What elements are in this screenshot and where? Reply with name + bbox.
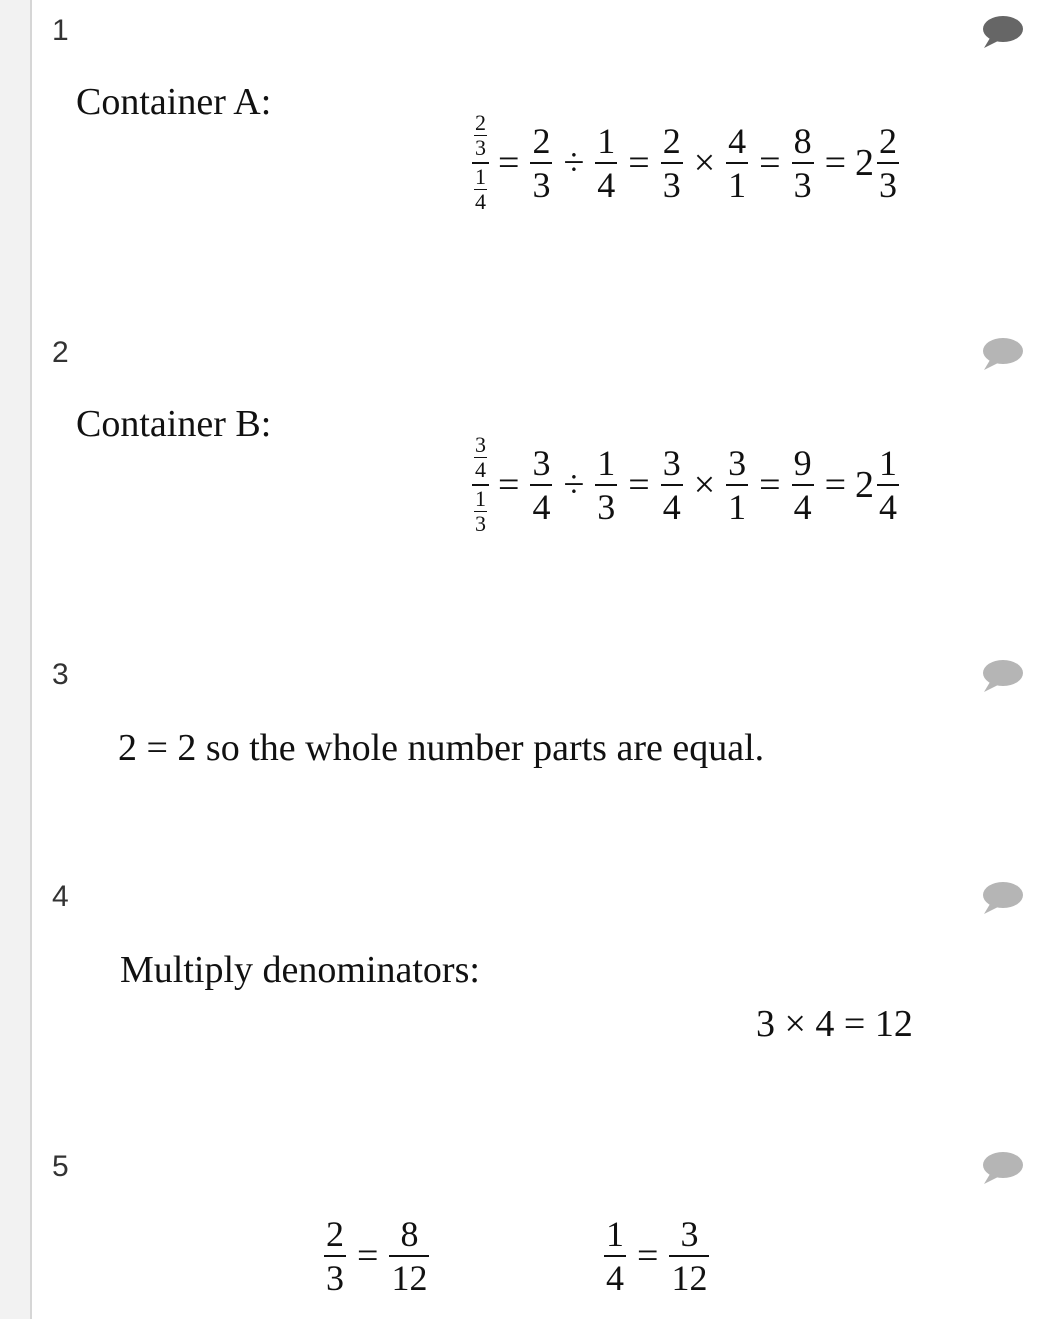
fraction: $\frac{9}{4}$ xyxy=(793,443,812,527)
step-label: Multiply denominators: xyxy=(120,949,480,991)
step-number: 5 xyxy=(52,1150,69,1183)
fraction: $\frac{1}{4}$ xyxy=(606,1214,624,1298)
fraction: $\frac{3}{4}$ xyxy=(662,443,681,527)
step-2 xyxy=(32,336,1044,636)
step-3 xyxy=(32,658,1044,858)
fraction: $\frac{8}{12}$ xyxy=(391,1214,428,1298)
fraction: $\frac{1}{4}$ xyxy=(879,443,898,527)
fraction: $\frac{4}{1}$ xyxy=(728,121,747,205)
step-4 xyxy=(32,880,1044,1130)
left-gutter xyxy=(0,0,32,1319)
step-number: 4 xyxy=(52,880,69,913)
mixed-whole: 2 xyxy=(855,142,875,184)
step-number: 2 xyxy=(52,336,69,369)
fraction: $\frac{3}{4}$ xyxy=(532,443,551,527)
comment-icon[interactable] xyxy=(980,658,1024,694)
comment-icon[interactable] xyxy=(980,880,1024,916)
comment-icon[interactable] xyxy=(980,336,1024,372)
step-label: Container A: xyxy=(76,81,272,123)
step-number: 1 xyxy=(52,14,69,47)
complex-fraction: $\frac{\frac{3}{4}}{\frac{1}{3}}$ xyxy=(472,434,489,536)
step-5 xyxy=(32,1150,1044,1319)
fraction: $\frac{1}{3}$ xyxy=(597,443,616,527)
equation: $\frac{\frac{2}{3}}{\frac{1}{4}}$ = $\frac{2}{3}$ ÷ $\frac{1}{4}$ = $\frac{2}{3}$ × $\frac{4}{1}$ = $\frac{8}{3}$ = 2 $\frac{2}{3}$ xyxy=(472,112,901,214)
fraction: $\frac{1}{4}$ xyxy=(597,121,616,205)
expression: 3 × 4 = 12 xyxy=(756,1003,913,1045)
complex-fraction: $\frac{\frac{2}{3}}{\frac{1}{4}}$ xyxy=(472,112,489,214)
fraction: $\frac{2}{3}$ xyxy=(532,121,551,205)
fraction: $\frac{3}{12}$ xyxy=(671,1214,708,1298)
mixed-whole: 2 xyxy=(855,464,875,506)
fraction: $\frac{2}{3}$ xyxy=(879,121,898,205)
step-text: 2 = 2 so the whole number parts are equal. xyxy=(118,727,765,769)
step-number: 3 xyxy=(52,658,69,691)
fraction: $\frac{2}{3}$ xyxy=(326,1214,344,1298)
step-1 xyxy=(32,14,1044,314)
fraction: $\frac{2}{3}$ xyxy=(662,121,681,205)
equation: $\frac{\frac{3}{4}}{\frac{1}{3}}$ = $\frac{3}{4}$ ÷ $\frac{1}{3}$ = $\frac{3}{4}$ × $\frac{3}{1}$ = $\frac{9}{4}$ = 2 $\frac{1}{4}$ xyxy=(472,434,901,536)
comment-icon[interactable] xyxy=(980,1150,1024,1186)
equivalent-fraction-right: $\frac{1}{4}$ = $\frac{3}{12}$ xyxy=(602,1216,711,1296)
equivalent-fraction-left: $\frac{2}{3}$ = $\frac{8}{12}$ xyxy=(322,1216,431,1296)
comment-icon[interactable] xyxy=(980,14,1024,50)
step-label: Container B: xyxy=(76,403,272,445)
fraction: $\frac{8}{3}$ xyxy=(793,121,812,205)
fraction: $\frac{3}{1}$ xyxy=(728,443,747,527)
